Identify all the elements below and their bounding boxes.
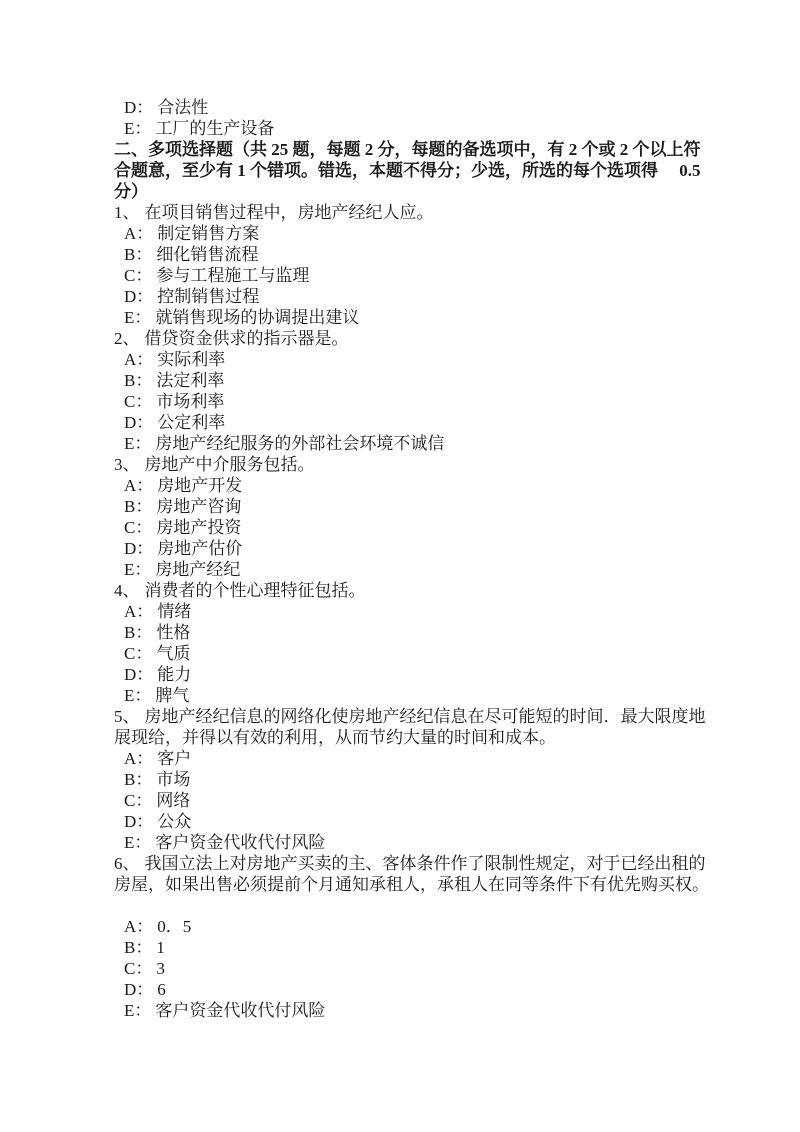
option-label: D：	[124, 980, 154, 999]
option-label: E：	[124, 686, 152, 705]
option-row	[114, 622, 732, 643]
option-label: B：	[124, 497, 153, 516]
option-text: 合法性	[157, 98, 209, 117]
option-text: 控制销售过程	[157, 287, 260, 306]
option-label: E：	[124, 833, 152, 852]
option-row	[114, 286, 732, 307]
option-row	[114, 685, 732, 706]
option-text: 房地产经纪	[155, 560, 241, 579]
option-text: 市场利率	[156, 392, 225, 411]
option-text: 能力	[157, 665, 192, 684]
question-number: 5、	[114, 707, 140, 726]
question-stem-text: 房地产经纪信息的网络化使房地产经纪信息在尽可能短的时间．最大限度地	[144, 707, 706, 726]
question-stem-line	[114, 328, 732, 349]
option-text: 客户资金代收代付风险	[155, 1001, 326, 1020]
option-row	[114, 349, 732, 370]
option-text: 参与工程施工与监理	[156, 266, 310, 285]
question-stem-text: 借贷资金供求的指示器是。	[144, 329, 349, 348]
option-row	[114, 748, 732, 769]
option-text: 法定利率	[156, 371, 225, 390]
option-row	[114, 307, 732, 328]
option-row	[114, 643, 732, 664]
option-row	[114, 118, 732, 139]
option-label: C：	[124, 959, 153, 978]
option-row	[114, 97, 732, 118]
option-row	[114, 916, 732, 937]
option-label: D：	[124, 413, 154, 432]
option-row	[114, 769, 732, 790]
option-label: B：	[124, 371, 153, 390]
option-text: 1	[156, 938, 165, 957]
option-text: 脾气	[155, 686, 190, 705]
exam-content	[114, 97, 732, 1021]
option-text: 房地产投资	[156, 518, 242, 537]
option-text: 客户	[157, 749, 192, 768]
option-row	[114, 496, 732, 517]
question-number: 3、	[114, 455, 140, 474]
option-label: A：	[124, 602, 154, 621]
option-row	[114, 958, 732, 979]
question-stem-line	[114, 580, 732, 601]
option-text: 制定销售方案	[157, 224, 260, 243]
option-text: 市场	[156, 770, 191, 789]
question-stem-line	[114, 454, 732, 475]
option-text: 房地产估价	[157, 539, 243, 558]
option-label: E：	[124, 560, 152, 579]
question-stem-line	[114, 202, 732, 223]
option-label: D：	[124, 287, 154, 306]
option-label: D：	[124, 812, 154, 831]
option-text: 实际利率	[157, 350, 226, 369]
option-text: 情绪	[157, 602, 192, 621]
question-stem-line: 展现给，并得以有效的利用，从而节约大量的时间和成本。	[114, 728, 556, 747]
question-stem-text: 房地产中介服务包括。	[144, 455, 315, 474]
option-text: 房地产开发	[157, 476, 243, 495]
option-text: 工厂的生产设备	[155, 119, 275, 138]
option-text: 房地产咨询	[156, 497, 242, 516]
option-row	[114, 790, 732, 811]
option-text: 公众	[157, 812, 192, 831]
question-number: 4、	[114, 581, 140, 600]
option-text: 性格	[156, 623, 191, 642]
option-text: 客户资金代收代付风险	[155, 833, 326, 852]
option-row	[114, 391, 732, 412]
question-stem-line: 房屋，如果出售必须提前个月通知承租人，承租人在同等条件下有优先购买权。	[114, 875, 709, 894]
question-stem-text: 消费者的个性心理特征包括。	[144, 581, 366, 600]
option-row	[114, 265, 732, 286]
option-text: 就销售现场的协调提出建议	[155, 308, 360, 327]
option-label: E：	[124, 1001, 152, 1020]
option-row	[114, 475, 732, 496]
option-row	[114, 601, 732, 622]
option-label: D：	[124, 665, 154, 684]
option-label: D：	[124, 98, 154, 117]
option-label: A：	[124, 350, 154, 369]
option-row	[114, 244, 732, 265]
option-label: E：	[124, 119, 152, 138]
option-label: C：	[124, 644, 153, 663]
option-text: 气质	[156, 644, 191, 663]
option-text: 网络	[156, 791, 191, 810]
question-number: 6、	[114, 854, 140, 873]
option-text: 0．5	[157, 917, 192, 936]
option-label: A：	[124, 917, 154, 936]
option-label: B：	[124, 770, 153, 789]
option-label: B：	[124, 938, 153, 957]
option-row	[114, 433, 732, 454]
question-stem-text: 我国立法上对房地产买卖的主、客体条件作了限制性规定，对于已经出租的	[144, 854, 706, 873]
question-number: 2、	[114, 329, 140, 348]
option-row	[114, 370, 732, 391]
option-row	[114, 937, 732, 958]
option-row	[114, 517, 732, 538]
option-row	[114, 1000, 732, 1021]
option-row	[114, 811, 732, 832]
option-label: D：	[124, 539, 154, 558]
blank-line	[114, 895, 732, 916]
option-label: E：	[124, 434, 152, 453]
option-label: A：	[124, 476, 154, 495]
option-label: C：	[124, 392, 153, 411]
option-label: C：	[124, 518, 153, 537]
option-text: 公定利率	[157, 413, 226, 432]
option-row	[114, 664, 732, 685]
section-header-line: 合题意，至少有 1 个错项。错选，本题不得分；少选，所选的每个选项得 0.5	[114, 161, 701, 180]
option-row	[114, 559, 732, 580]
option-label: A：	[124, 749, 154, 768]
option-row	[114, 412, 732, 433]
option-label: E：	[124, 308, 152, 327]
option-label: A：	[124, 224, 154, 243]
option-text: 房地产经纪服务的外部社会环境不诚信	[155, 434, 445, 453]
option-text: 细化销售流程	[156, 245, 259, 264]
section-header-line: 分）	[114, 182, 148, 201]
question-number: 1、	[114, 203, 140, 222]
question-stem-line	[114, 706, 732, 727]
section-header-line: 二、多项选择题（共 25 题，每题 2 分，每题的备选项中，有 2 个或 2 个以上符	[114, 140, 701, 159]
option-row	[114, 223, 732, 244]
option-row	[114, 979, 732, 1000]
option-label: B：	[124, 245, 153, 264]
question-stem-line	[114, 853, 732, 874]
question-stem-text: 在项目销售过程中，房地产经纪人应。	[144, 203, 434, 222]
option-text: 3	[156, 959, 165, 978]
option-label: C：	[124, 266, 153, 285]
option-text: 6	[157, 980, 166, 999]
option-label: C：	[124, 791, 153, 810]
option-row	[114, 832, 732, 853]
option-row	[114, 538, 732, 559]
option-label: B：	[124, 623, 153, 642]
